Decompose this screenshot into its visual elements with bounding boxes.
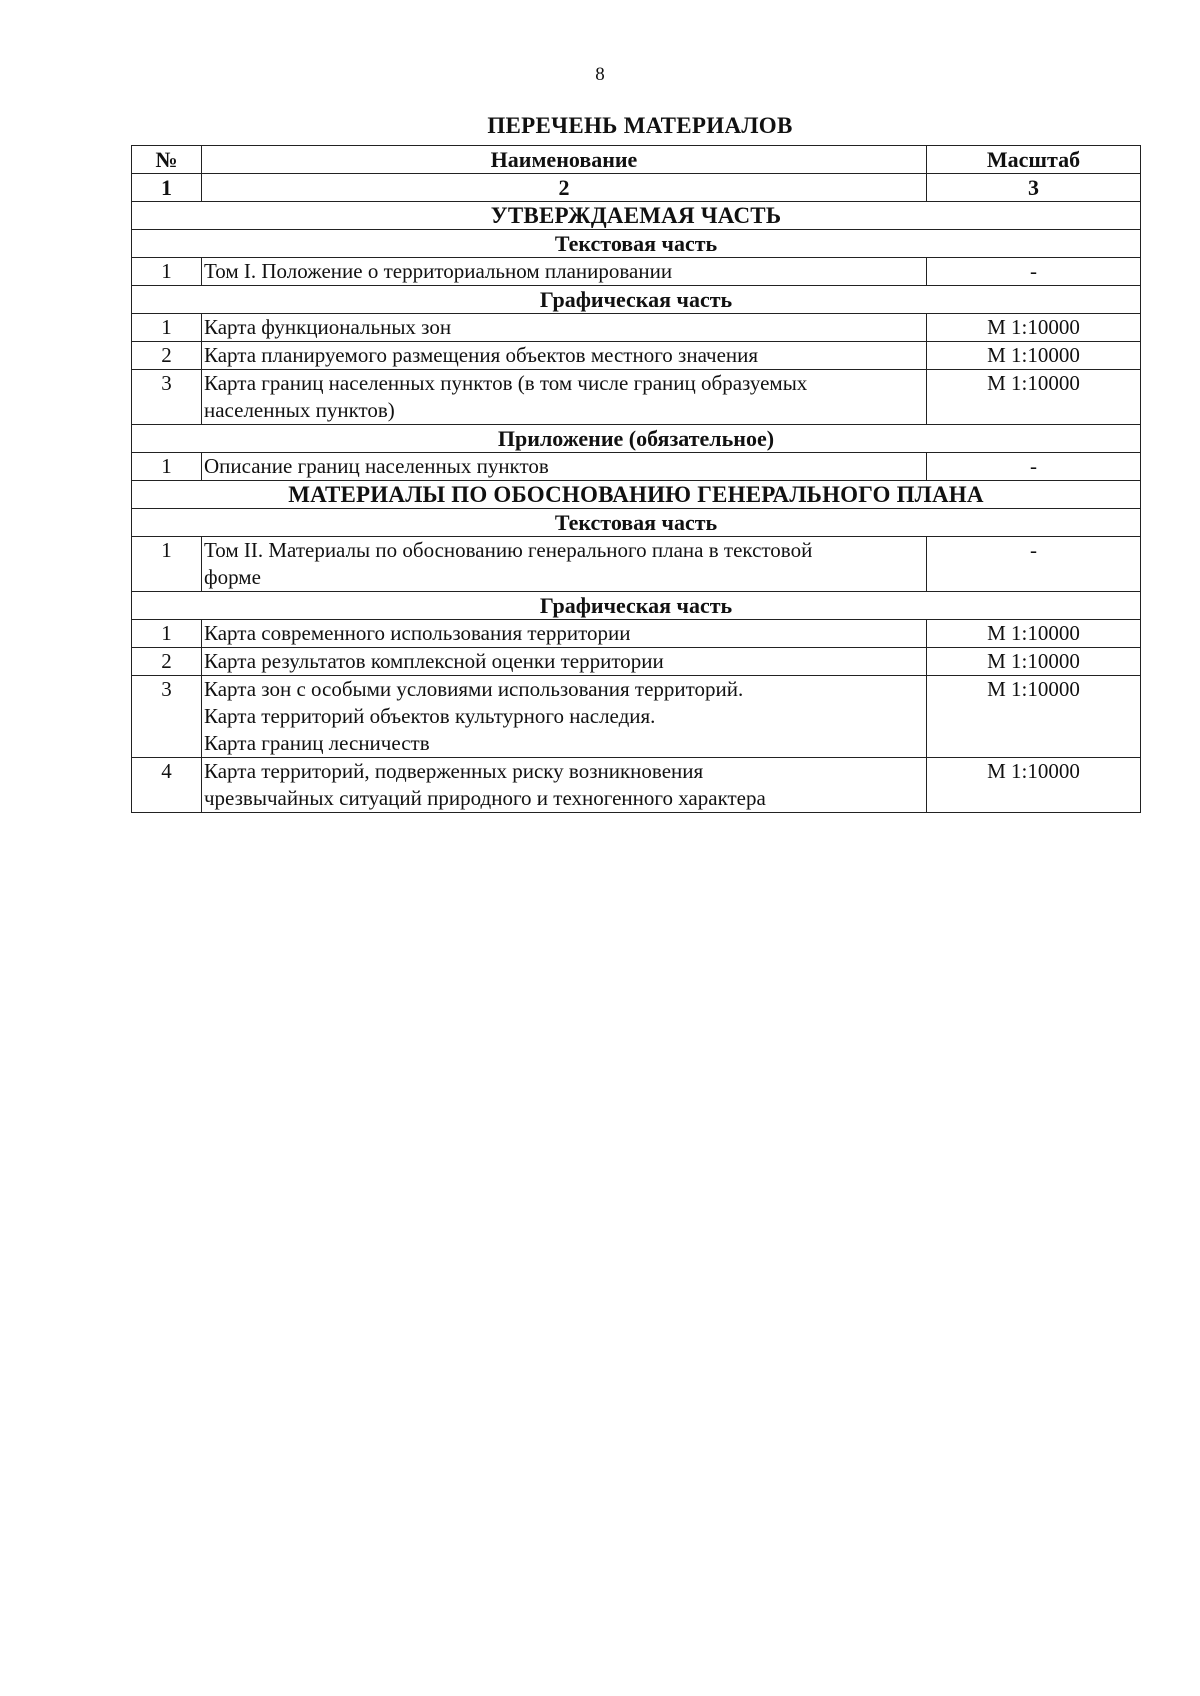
- row-name-line: Том II. Материалы по обоснованию генерального плана в текстовой: [204, 538, 813, 562]
- row-name-line: Карта территорий объектов культурного наследия.: [204, 704, 656, 728]
- section-row: [132, 202, 1141, 230]
- row-name: [202, 453, 927, 481]
- row-name: [202, 620, 927, 648]
- row-scale: М 1:10000: [927, 370, 1141, 425]
- row-name: [202, 370, 927, 425]
- column-index-num: 1: [132, 174, 202, 202]
- row-scale: М 1:10000: [927, 676, 1141, 758]
- table-row: [132, 758, 1141, 813]
- table-row: [132, 342, 1141, 370]
- section-title: МАТЕРИАЛЫ ПО ОБОСНОВАНИЮ ГЕНЕРАЛЬНОГО ПЛАНА: [132, 481, 1141, 509]
- row-number: 1: [132, 537, 202, 592]
- row-number: 3: [132, 370, 202, 425]
- row-number: 2: [132, 648, 202, 676]
- subsection-title: Графическая часть: [132, 592, 1141, 620]
- row-name-line: Карта границ лесничеств: [204, 731, 430, 755]
- table-header-row: [132, 146, 1141, 174]
- row-name-line: Описание границ населенных пунктов: [204, 454, 549, 478]
- row-name-line: Карта современного использования территории: [204, 621, 631, 645]
- row-name-line: Карта зон с особыми условиями использования территорий.: [204, 677, 744, 701]
- row-name-line: Карта территорий, подверженных риску возникновения: [204, 759, 704, 783]
- table-row: [132, 370, 1141, 425]
- column-index-scale: 3: [927, 174, 1141, 202]
- subsection-row: [132, 230, 1141, 258]
- table-row: [132, 314, 1141, 342]
- row-scale: М 1:10000: [927, 620, 1141, 648]
- subsection-title: Текстовая часть: [132, 230, 1141, 258]
- row-name: [202, 258, 927, 286]
- row-number: 1: [132, 453, 202, 481]
- page-number: 8: [595, 64, 605, 85]
- column-index-name: 2: [202, 174, 927, 202]
- row-name-line: Карта границ населенных пунктов (в том числе границ образуемых: [204, 371, 808, 395]
- row-name-line: Карта планируемого размещения объектов местного значения: [204, 343, 759, 367]
- row-scale: М 1:10000: [927, 342, 1141, 370]
- subsection-row: [132, 509, 1141, 537]
- table-row: [132, 620, 1141, 648]
- table-row: [132, 676, 1141, 758]
- row-number: 3: [132, 676, 202, 758]
- table-row: [132, 453, 1141, 481]
- header-num: №: [132, 146, 202, 174]
- header-scale: Масштаб: [927, 146, 1141, 174]
- table-row: [132, 648, 1141, 676]
- row-name-line: чрезвычайных ситуаций природного и техногенного характера: [204, 786, 766, 810]
- table-body: [132, 202, 1141, 813]
- row-name-line: Карта результатов комплексной оценки территории: [204, 649, 664, 673]
- row-scale: М 1:10000: [927, 648, 1141, 676]
- row-name-line: населенных пунктов): [204, 398, 395, 422]
- section-title: УТВЕРЖДАЕМАЯ ЧАСТЬ: [132, 202, 1141, 230]
- row-number: 1: [132, 314, 202, 342]
- row-scale: М 1:10000: [927, 758, 1141, 813]
- row-number: 4: [132, 758, 202, 813]
- row-number: 1: [132, 620, 202, 648]
- row-scale: -: [927, 537, 1141, 592]
- table-row: [132, 537, 1141, 592]
- row-scale: -: [927, 258, 1141, 286]
- row-name: [202, 342, 927, 370]
- subsection-title: Текстовая часть: [132, 509, 1141, 537]
- subsection-row: [132, 425, 1141, 453]
- row-name: [202, 648, 927, 676]
- table-row: [132, 258, 1141, 286]
- column-index-row: [132, 174, 1141, 202]
- row-name: [202, 314, 927, 342]
- subsection-row: [132, 286, 1141, 314]
- row-name: [202, 676, 927, 758]
- subsection-title: Графическая часть: [132, 286, 1141, 314]
- section-row: [132, 481, 1141, 509]
- subsection-title: Приложение (обязательное): [132, 425, 1141, 453]
- row-number: 1: [132, 258, 202, 286]
- row-number: 2: [132, 342, 202, 370]
- header-name: Наименование: [202, 146, 927, 174]
- row-name-line: Карта функциональных зон: [204, 315, 452, 339]
- row-name-line: Том I. Положение о территориальном планировании: [204, 259, 673, 283]
- row-name: [202, 537, 927, 592]
- row-scale: -: [927, 453, 1141, 481]
- subsection-row: [132, 592, 1141, 620]
- row-scale: М 1:10000: [927, 314, 1141, 342]
- materials-table: [131, 145, 1141, 813]
- row-name: [202, 758, 927, 813]
- row-name-line: форме: [204, 565, 261, 589]
- document-title: ПЕРЕЧЕНЬ МАТЕРИАЛОВ: [487, 113, 793, 138]
